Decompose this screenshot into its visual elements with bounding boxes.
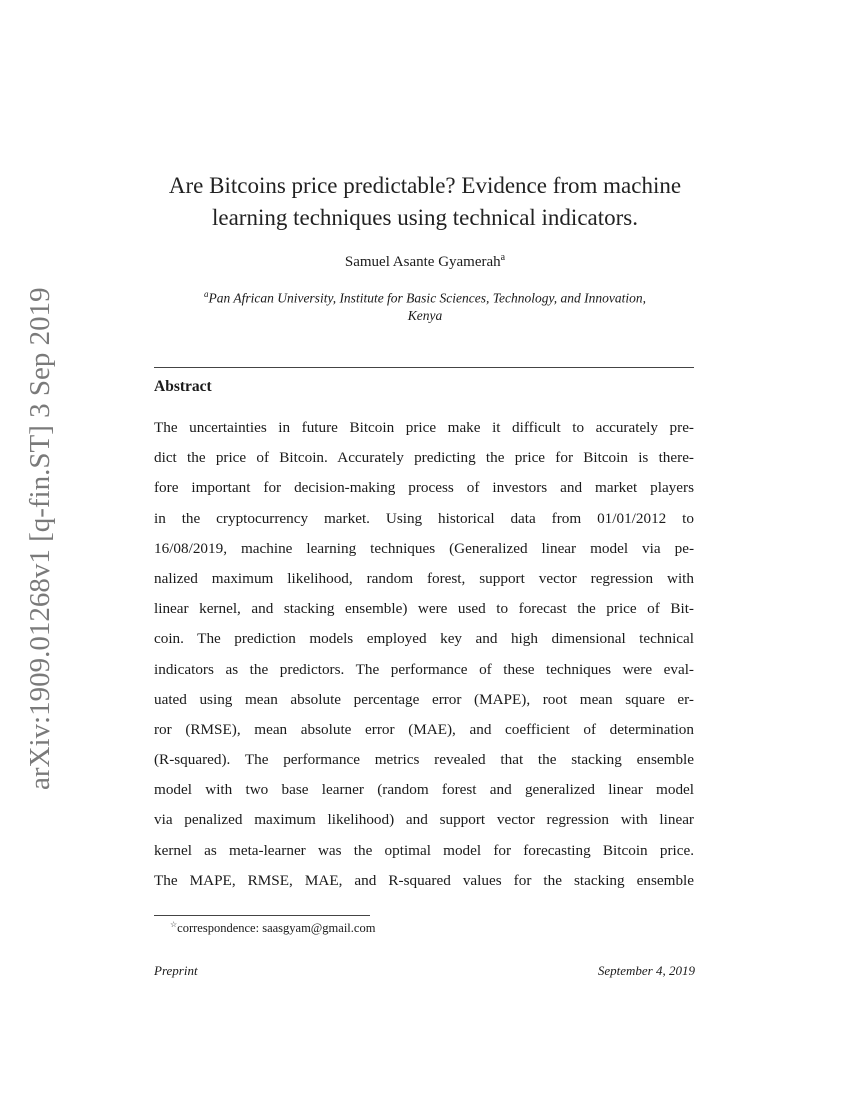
- author: [155, 252, 695, 271]
- abstract-line: kernel as meta-learner was the optimal model for forecasting Bitcoin price.: [154, 841, 694, 859]
- abstract-line: 16/08/2019, machine learning techniques (Generalized linear model via pe-: [154, 539, 694, 557]
- abstract-line: linear kernel, and stacking ensemble) were used to forecast the price of Bit-: [154, 600, 694, 618]
- abstract-heading: Abstract: [154, 378, 212, 395]
- affiliation-line-2: Kenya: [407, 307, 443, 323]
- abstract-line: The MAPE, RMSE, MAE, and R-squared values for the stacking ensemble: [154, 871, 694, 889]
- footnote-text: correspondence: saasgyam@gmail.com: [177, 921, 376, 936]
- footnote-rule: [154, 915, 370, 916]
- author-mark: a: [500, 252, 506, 263]
- title-line-2: learning techniques using technical indicators.: [211, 205, 638, 230]
- abstract-line: coin. The prediction models employed key and high dimensional technical: [154, 630, 694, 648]
- footnote-mark: ☆: [170, 920, 178, 929]
- abstract-line: ror (RMSE), mean absolute error (MAE), and coefficient of determination: [154, 720, 694, 738]
- affiliation: [155, 286, 695, 324]
- affiliation-mark: a: [203, 289, 209, 299]
- abstract-line: fore important for decision-making process of investors and market players: [154, 479, 694, 497]
- abstract-line: in the cryptocurrency market. Using historical data from 01/01/2012 to: [154, 509, 694, 527]
- arxiv-id: arXiv:1909.01268v1 [q-fin.ST] 3 Sep 2019: [24, 287, 56, 790]
- abstract-line: via penalized maximum likelihood) and support vector regression with linear: [154, 811, 694, 829]
- abstract-line: nalized maximum likelihood, random forest, support vector regression with: [154, 569, 694, 587]
- author-name: Samuel Asante Gyamerah: [344, 254, 501, 270]
- abstract-line: The uncertainties in future Bitcoin price make it difficult to accurately pre-: [154, 419, 694, 436]
- footnote: [170, 920, 375, 936]
- affiliation-line-1: Pan African University, Institute for Basic Sciences, Technology, and Innovation,: [208, 290, 647, 306]
- abstract-line: dict the price of Bitcoin. Accurately predicting the price for Bitcoin is there-: [154, 449, 694, 467]
- abstract-body: [154, 413, 694, 896]
- abstract-rule: [154, 367, 694, 368]
- title-line-1: Are Bitcoins price predictable? Evidence from machine: [168, 173, 682, 198]
- abstract-line: model with two base learner (random forest and generalized linear model: [154, 781, 694, 799]
- footer-date: September 4, 2019: [597, 963, 695, 978]
- arxiv-stamp: [20, 287, 60, 790]
- abstract-line: (R-squared). The performance metrics revealed that the stacking ensemble: [154, 751, 694, 769]
- footer-preprint: Preprint: [154, 963, 198, 978]
- paper-title: [155, 170, 695, 234]
- abstract-line: uated using mean absolute percentage error (MAPE), root mean square er-: [154, 690, 694, 708]
- abstract-line: indicators as the predictors. The performance of these techniques were eval-: [154, 660, 694, 678]
